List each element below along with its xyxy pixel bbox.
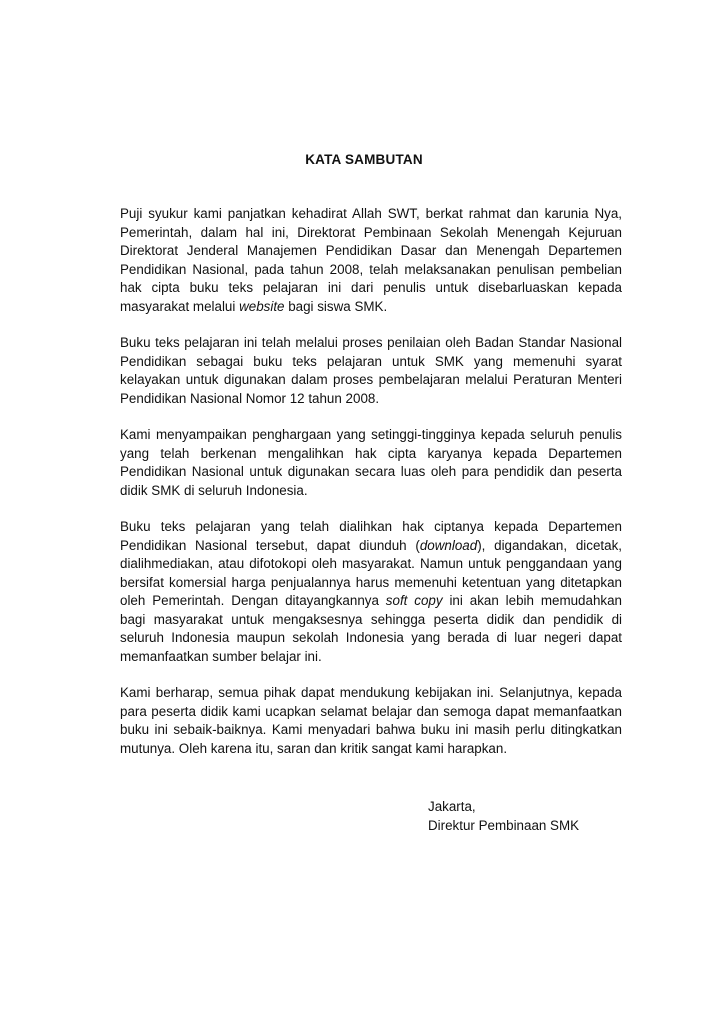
- paragraph-text: ), digandakan, dicetak, dialihmediakan, atau difotokopi oleh masyarakat. Namun untuk penggandaan yang bersifat komersial harga penjualannya harus memenuhi ketentuan yang ditetapkan oleh Pemerintah. Dengan ditayangkannya: [120, 537, 622, 608]
- paragraph-text: Puji syukur kami panjatkan kehadirat Allah SWT, berkat rahmat dan karunia Nya, Pemerintah, dalam hal ini, Direktorat Pembinaan Sekolah Menengah Kejuruan Direktorat Jenderal Manajemen Pendidikan Dasar dan Menengah Departemen Pendidikan Nasional, pada tahun 2008, telah melaksanakan penulisan pembelian hak cipta buku teks pelajaran ini dari penulis untuk disebarluaskan kepada masyarakat melalui: [120, 206, 622, 314]
- emphasis-text: download: [419, 537, 478, 553]
- signature-signer: Direktur Pembinaan SMK: [428, 818, 580, 833]
- paragraph-text: Kami menyampaikan penghargaan yang setinggi-tingginya kepada seluruh penulis yang telah berkenan mengalihkan hak cipta karyanya kepada Departemen Pendidikan Nasional untuk digunakan secara luas oleh para pendidik dan peserta didik SMK di seluruh Indonesia.: [120, 427, 622, 498]
- signature-place: Jakarta,: [428, 799, 476, 814]
- paragraph-text: Kami berharap, semua pihak dapat mendukung kebijakan ini. Selanjutnya, kepada para peserta didik kami ucapkan selamat belajar dan semoga dapat memanfaatkan buku ini sebaik-baiknya. Kami menyadari bahwa buku ini masih perlu ditingkatkan mutunya. Oleh karena itu, saran dan kritik sangat kami harapkan.: [120, 685, 622, 756]
- page-title: KATA SAMBUTAN: [305, 152, 423, 167]
- emphasis-text: website: [239, 298, 285, 314]
- paragraph-1: [120, 205, 622, 316]
- signature-block: [428, 797, 579, 835]
- paragraph-text: bagi siswa SMK.: [284, 298, 388, 314]
- paragraph-3: [120, 426, 622, 500]
- paragraph-5: [120, 684, 622, 758]
- paragraph-text: Buku teks pelajaran ini telah melalui proses penilaian oleh Badan Standar Nasional Pendidikan sebagai buku teks pelajaran untuk SMK yang memenuhi syarat kelayakan untuk digunakan dalam proses pembelajaran melalui Peraturan Menteri Pendidikan Nasional Nomor 12 tahun 2008.: [120, 335, 622, 406]
- paragraph-text: ini akan lebih memudahkan bagi masyarakat untuk mengaksesnya sehingga peserta didik dan pendidik di seluruh Indonesia maupun sekolah Indonesia yang berada di luar negeri dapat memanfaatkan sumber belajar ini.: [120, 593, 622, 664]
- body-text: [120, 205, 622, 758]
- paragraph-2: [120, 334, 622, 408]
- paragraph-4: [120, 518, 622, 666]
- paragraph-text: Buku teks pelajaran yang telah dialihkan hak ciptanya kepada Departemen Pendidikan Nasional tersebut, dapat diunduh (: [120, 519, 622, 553]
- emphasis-text: soft copy: [385, 593, 443, 608]
